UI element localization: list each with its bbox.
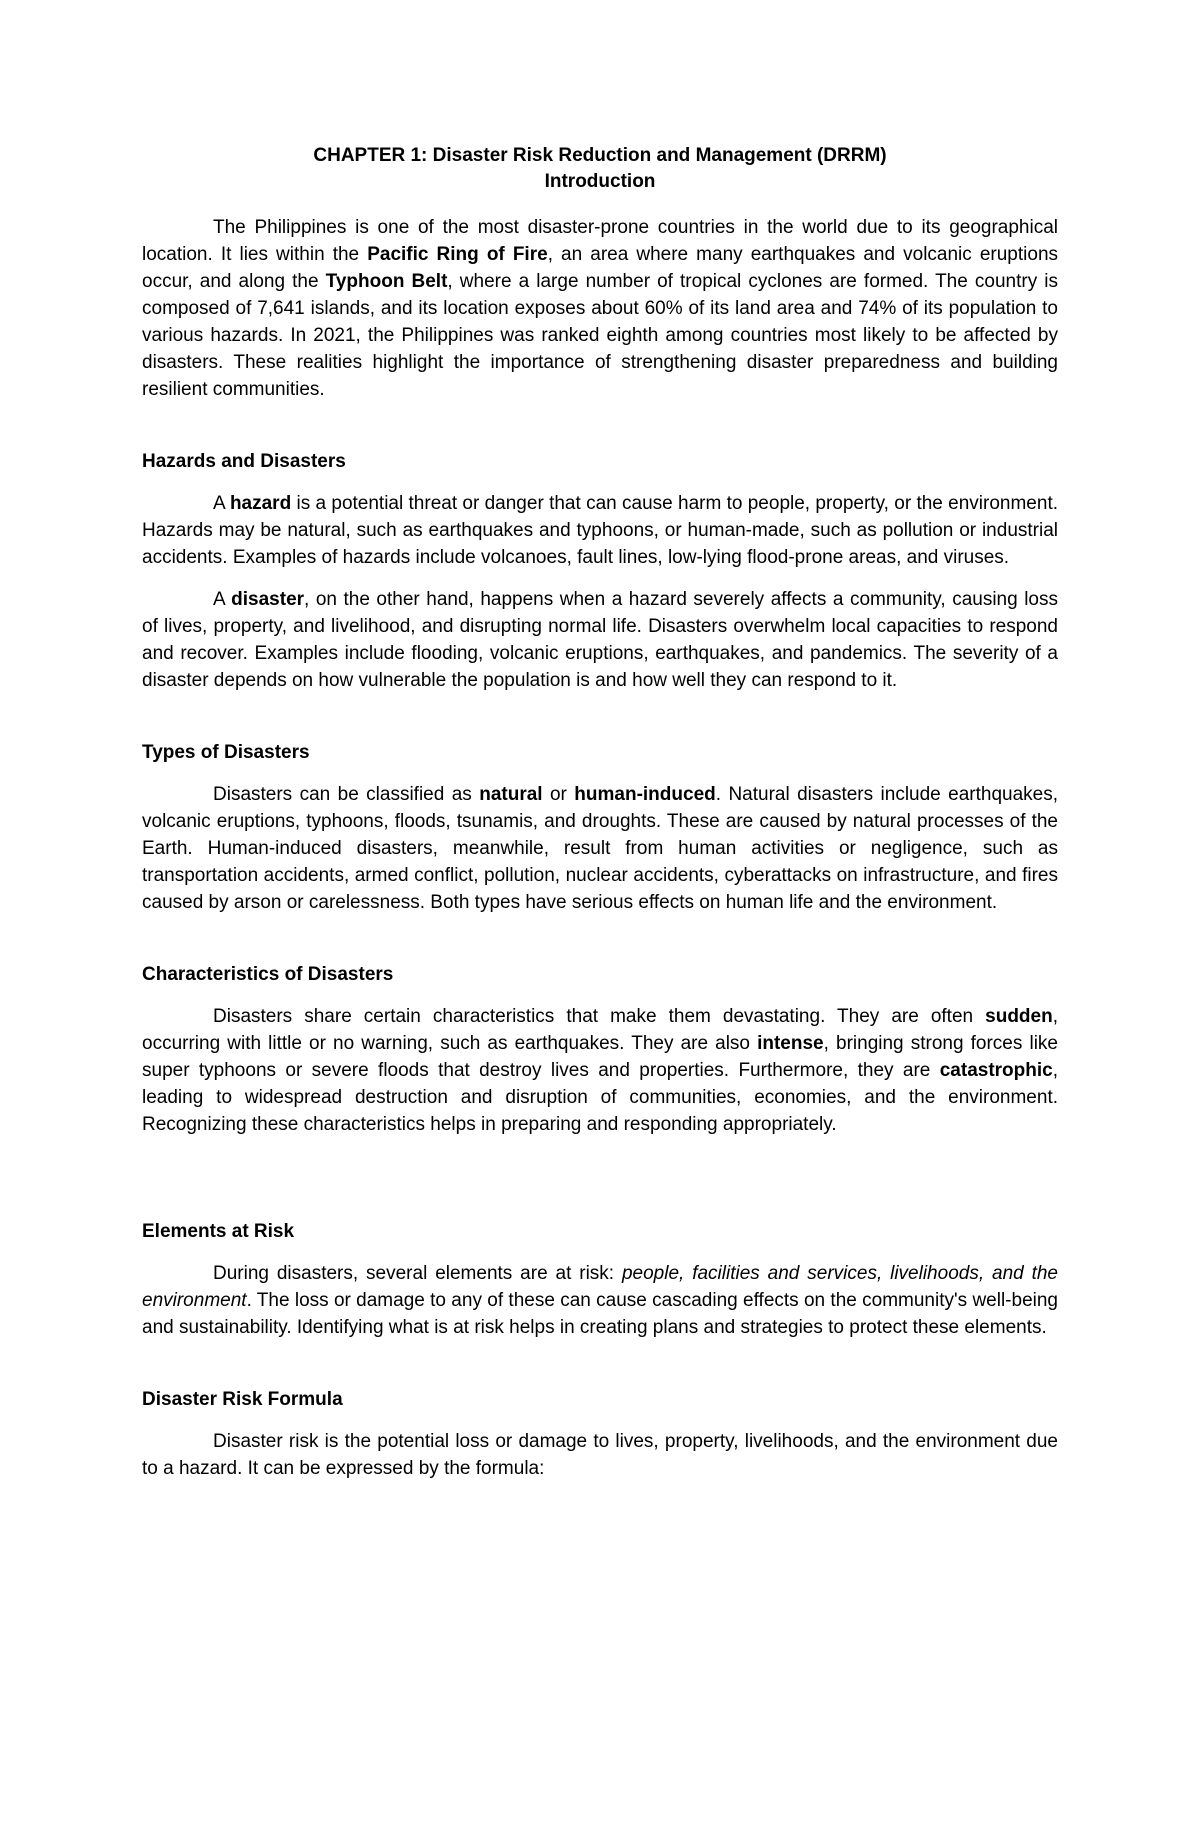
types-paragraph: Disasters can be classified as natural or human-induced. Natural disasters include earthquakes, volcanic eruptions, typhoons, floods, tsunamis, and droughts. These are caused by natural processes of the Earth. Human-induced disasters, meanwhile, result from human activities or negligence, such as transportation accidents, armed conflict, pollution, nuclear accidents, cyberattacks on infrastructure, and fires caused by arson or carelessness. Both types have serious effects on human life and the environment. xyxy=(142,784,1059,913)
term-catastrophic: catastrophic xyxy=(939,1060,1053,1081)
elements-list: people, facilities and services, livelihoods, and the environment xyxy=(142,1263,1058,1311)
elements-paragraph: During disasters, several elements are at risk: people, facilities and services, livelihoods, and the environment. The loss or damage to any of these can cause cascading effects on the community's well-being and sustainability. Identifying what is at risk helps in creating plans and strategies to protect these elements. xyxy=(142,1263,1058,1338)
term-intense: intense xyxy=(757,1033,824,1054)
term-sudden: sudden xyxy=(985,1006,1053,1027)
term-disaster: disaster xyxy=(231,589,305,610)
disaster-paragraph: A disaster, on the other hand, happens when a hazard severely affects a community, causing loss of lives, property, and livelihood, and disrupting normal life. Disasters overwhelm local capacities to respond and recover. Examples include flooding, volcanic eruptions, earthquakes, and pandemics. The severity of a disaster depends on how vulnerable the population is and how well they can respond to it. xyxy=(142,589,1058,691)
term-human-induced: human-induced xyxy=(574,784,716,805)
characteristics-paragraph: Disasters share certain characteristics that make them devastating. They are often sudden, occurring with little or no warning, such as earthquakes. They are also intense, bringing strong forces like super typhoons or severe floods that destroy lives and properties. Furthermore, they are catastrophic, leading to widespread destruction and disruption of communities, economies, and the environment. Recognizing these characteristics helps in preparing and responding appropriately. xyxy=(142,1006,1058,1135)
chapter-title: CHAPTER 1: Disaster Risk Reduction and Management (DRRM) xyxy=(313,145,887,166)
intro-paragraph: The Philippines is one of the most disaster-prone countries in the world due to its geographical location. It lies within the Pacific Ring of Fire, an area where many earthquakes and volcanic eruptions occur, and along the Typhoon Belt, where a large number of tropical cyclones are formed. The country is composed of 7,641 islands, and its location exposes about 60% of its land area and 74% of its population to various hazards. In 2021, the Philippines was ranked eighth among countries most likely to be affected by disasters. These realities highlight the importance of strengthening disaster preparedness and building resilient communities. xyxy=(142,217,1059,400)
term-hazard: hazard xyxy=(229,493,292,514)
heading-elements-at-risk: Elements at Risk xyxy=(142,1221,295,1242)
heading-disaster-risk-formula: Disaster Risk Formula xyxy=(142,1389,343,1410)
chapter-subtitle: Introduction xyxy=(544,171,656,192)
term-pacific-ring-of-fire: Pacific Ring of Fire xyxy=(367,244,548,265)
formula-paragraph: Disaster risk is the potential loss or damage to lives, property, livelihoods, and the environment due to a hazard. It can be expressed by the formula: xyxy=(142,1431,1058,1479)
term-typhoon-belt: Typhoon Belt xyxy=(325,271,448,292)
heading-types-of-disasters: Types of Disasters xyxy=(142,742,310,763)
heading-hazards-and-disasters: Hazards and Disasters xyxy=(142,451,346,472)
term-natural: natural xyxy=(479,784,543,805)
hazard-paragraph: A hazard is a potential threat or danger that can cause harm to people, property, or the environment. Hazards may be natural, such as earthquakes and typhoons, or human-made, such as pollution or industrial accidents. Examples of hazards include volcanoes, fault lines, low-lying flood-prone areas, and viruses. xyxy=(142,493,1058,568)
heading-characteristics-of-disasters: Characteristics of Disasters xyxy=(142,964,394,985)
